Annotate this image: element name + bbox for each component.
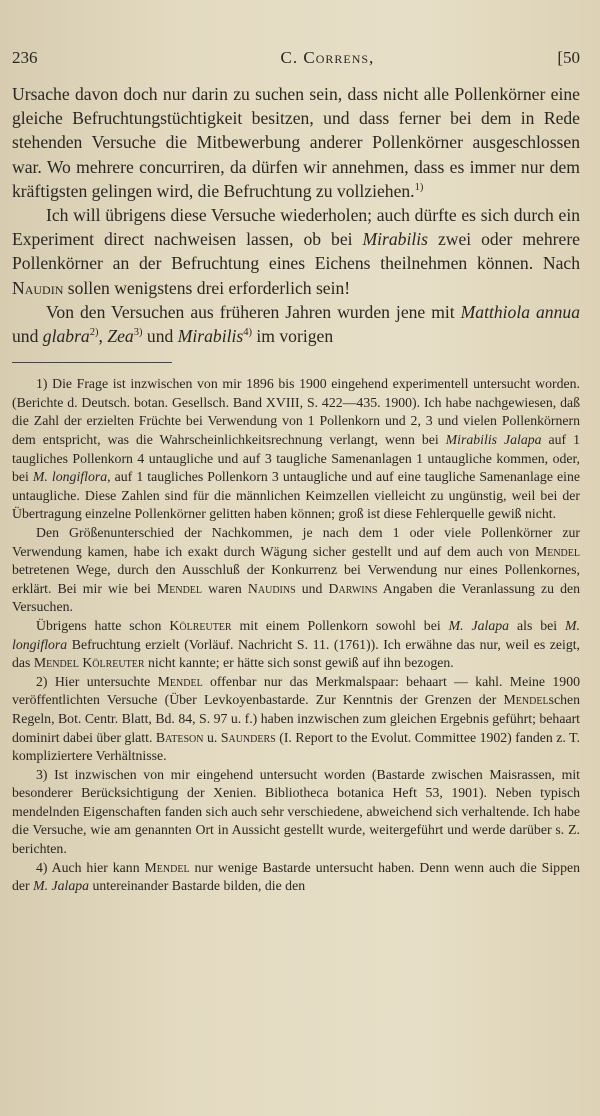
- italic-term: Mirabilis Jalapa: [445, 432, 542, 448]
- running-author: C. Correns,: [280, 48, 375, 67]
- italic-term: M. Jalapa: [448, 617, 510, 633]
- footnote-2: [12, 673, 580, 766]
- text-run: Angaben die Veranlassung zu den Versuchen.: [12, 580, 581, 615]
- footnote-1-koelreuter: [12, 617, 580, 673]
- footnote-3: [12, 766, 580, 859]
- footnote-ref-3: 3): [133, 327, 143, 339]
- paragraph-1: [12, 82, 580, 203]
- text-run: 1) Die Frage ist inzwischen von mir 1896 bis 1900 eingehend experimentell untersucht worden. (Berichte d. Deutsch. botan. Gesellsch. Band XVIII, S. 422—435. 1900). Ich habe nachgewiesen, daß die Zahl der erzielten Früchte bei Verwendung von 1 Pollenkorn und 2, 3 und vielen Pollenkörnern dem entspricht, was die Wahrscheinlichkeitsrechnung verlangt, wenn bei: [12, 376, 580, 448]
- original-page-bracket: [50: [557, 48, 580, 67]
- text-run: (I. Report to the Evolut. Committee 1902) fanden z. T. kompliziertere Verhältnisse.: [12, 729, 580, 764]
- text-run: 2) Hier untersuchte: [36, 673, 158, 689]
- italic-term: M. longiflora: [12, 617, 580, 652]
- author-name: Darwins: [328, 580, 378, 596]
- text-run: zwei oder mehrere Pollenkörner an der Befruchtung eines Eichens theilnehmen können. Nach: [12, 229, 580, 274]
- text-run: Von den Versuchen aus früheren Jahren wurden jene mit: [46, 301, 461, 322]
- text-run: nicht kannte; er hätte sich sonst gewiß auf ihn bezogen.: [144, 655, 454, 671]
- text-run: betretenen Wege, durch den Ausschluß der Konkurrenz bei Verwendung nur eines Pollenkornes, erklärt. Bei mir wie bei: [12, 562, 580, 596]
- text-run: schen Regeln, Bot. Centr. Blatt, Bd. 84, S. 97 u. f.) haben inzwischen zum gleichen Ergebnis geführt; behaart dominirt dabei über glatt.: [12, 692, 580, 745]
- text-run: u.: [203, 729, 221, 745]
- footnote-1: [12, 375, 580, 524]
- text-run: Ich will übrigens diese Versuche wiederholen; auch dürfte es sich durch ein Experiment direct nachweisen lassen, ob bei: [12, 205, 580, 250]
- author-name: Mendel: [156, 580, 203, 596]
- text-run: 3) Ist inzwischen von mir eingehend untersucht worden (Bastarde zwischen Maisrassen, mit besonderer Berücksichtigung der Xenien. Bibliotheca botanica Heft 53, 1901). Neben typisch mendelnden Eigenschaften fanden sich auch sehr verschiedene, abweichend sich verhaltende. Ich habe die Versuche, wie am genannten Ort in Aussicht gestellt wurde, weitergeführt und werde darüber s. Z. berichten.: [12, 766, 580, 857]
- text-run: mit einem Pollenkorn sowohl bei: [231, 617, 449, 633]
- author-name: Mendel: [534, 543, 580, 559]
- text-run: als bei: [509, 617, 566, 633]
- main-text: [12, 82, 580, 348]
- text-run: Den Größenunterschied der Nachkommen, je nach dem 1 oder viele Pollenkörner zur Verwendung kamen, habe ich exakt durch Wägung sicher gestellt und auf dem auch von: [12, 524, 580, 559]
- text-run: und: [12, 326, 43, 347]
- text-run: untereinander Bastarde bilden, die den: [89, 878, 306, 894]
- footnote-ref-2: 2): [89, 327, 99, 339]
- paragraph-2: [12, 203, 580, 300]
- italic-term: Zea: [107, 326, 134, 347]
- italic-term: M. longiflora: [32, 469, 108, 485]
- text-run: 4) Auch hier kann: [36, 859, 145, 875]
- footnote-ref-4: 4): [243, 327, 252, 339]
- footnotes: [12, 375, 580, 896]
- text-run: Ursache davon doch nur darin zu suchen sein, dass nicht alle Pollenkörner eine gleiche Befruchtungstüchtigkeit besitzen, und dass ferner bei dem in Rede stehenden Versuche die Mitbewerbung anderer Pollenkörner ausgeschlossen war. Wo mehrere concurriren, da dürfen wir annehmen, dass es immer nur dem kräftigsten gelingen wird, die Befruchtung zu vollziehen.: [12, 84, 580, 201]
- italic-term: glabra: [42, 326, 90, 347]
- text-run: offenbar nur das Merkmalspaar: behaart — kahl. Meine 1900 veröffentlichten Versuche (Über Levkoyenbastarde. Zur Kenntnis der Grenzen der: [12, 673, 580, 708]
- footnote-1-continued: [12, 524, 580, 617]
- italic-term: Mirabilis: [362, 229, 428, 250]
- text-run: , auf 1 taugliches Pollenkorn 3 untaugliche und auf eine taugliche Samenanlage eine untaugliche. Diese Zahlen sind für die männlichen Keimzellen vielleicht zu ungünstig, weil bei der Übertragung einzelne Pollenkörner gelitten haben können; groß ist diese Fehlerquelle gewiß nicht.: [12, 469, 580, 522]
- text-run: und: [295, 580, 329, 596]
- text-run: nur wenige Bastarde untersucht haben. Denn wenn auch die Sippen der: [12, 859, 580, 894]
- author-name: Mendel Kölreuter: [33, 655, 145, 671]
- text-run: ,: [98, 326, 108, 347]
- text-run: waren: [202, 580, 248, 596]
- footnote-divider: [12, 362, 172, 363]
- author-name: Mendel: [157, 673, 203, 689]
- italic-term: Mirabilis: [177, 326, 244, 347]
- author-name: Mendel: [144, 859, 190, 875]
- text-run: auf 1 taugliches Pollenkorn 4 untaugliche und auf 3 taugliche Samenanlagen 1 untaugliche kommen, oder, bei: [12, 432, 580, 485]
- text-run: und: [142, 326, 178, 347]
- italic-term: M. Jalapa: [33, 878, 90, 894]
- text-run: Befruchtung erzielt (Vorläuf. Nachricht S. 11. (1761)). Ich erwähne das nur, weil es zeigt, das: [12, 636, 580, 671]
- author-name: Kölreuter: [169, 617, 232, 633]
- footnote-4: [12, 859, 580, 896]
- author-name: Naudins: [247, 580, 296, 596]
- footnote-ref-1: 1): [414, 181, 424, 193]
- author-name: Bateson: [155, 729, 204, 745]
- running-header: [12, 48, 580, 68]
- author-name: Naudin: [12, 277, 64, 298]
- page-number: 236: [12, 48, 38, 67]
- text-run: sollen wenigstens drei erforderlich sein!: [63, 277, 351, 298]
- author-name: Saunders: [220, 729, 276, 745]
- paragraph-3: [12, 300, 580, 348]
- text-run: Übrigens hatte schon: [36, 617, 170, 633]
- text-run: im vorigen: [252, 326, 334, 347]
- italic-term: Matthiola annua: [460, 301, 580, 322]
- author-name: Mendel: [503, 692, 549, 708]
